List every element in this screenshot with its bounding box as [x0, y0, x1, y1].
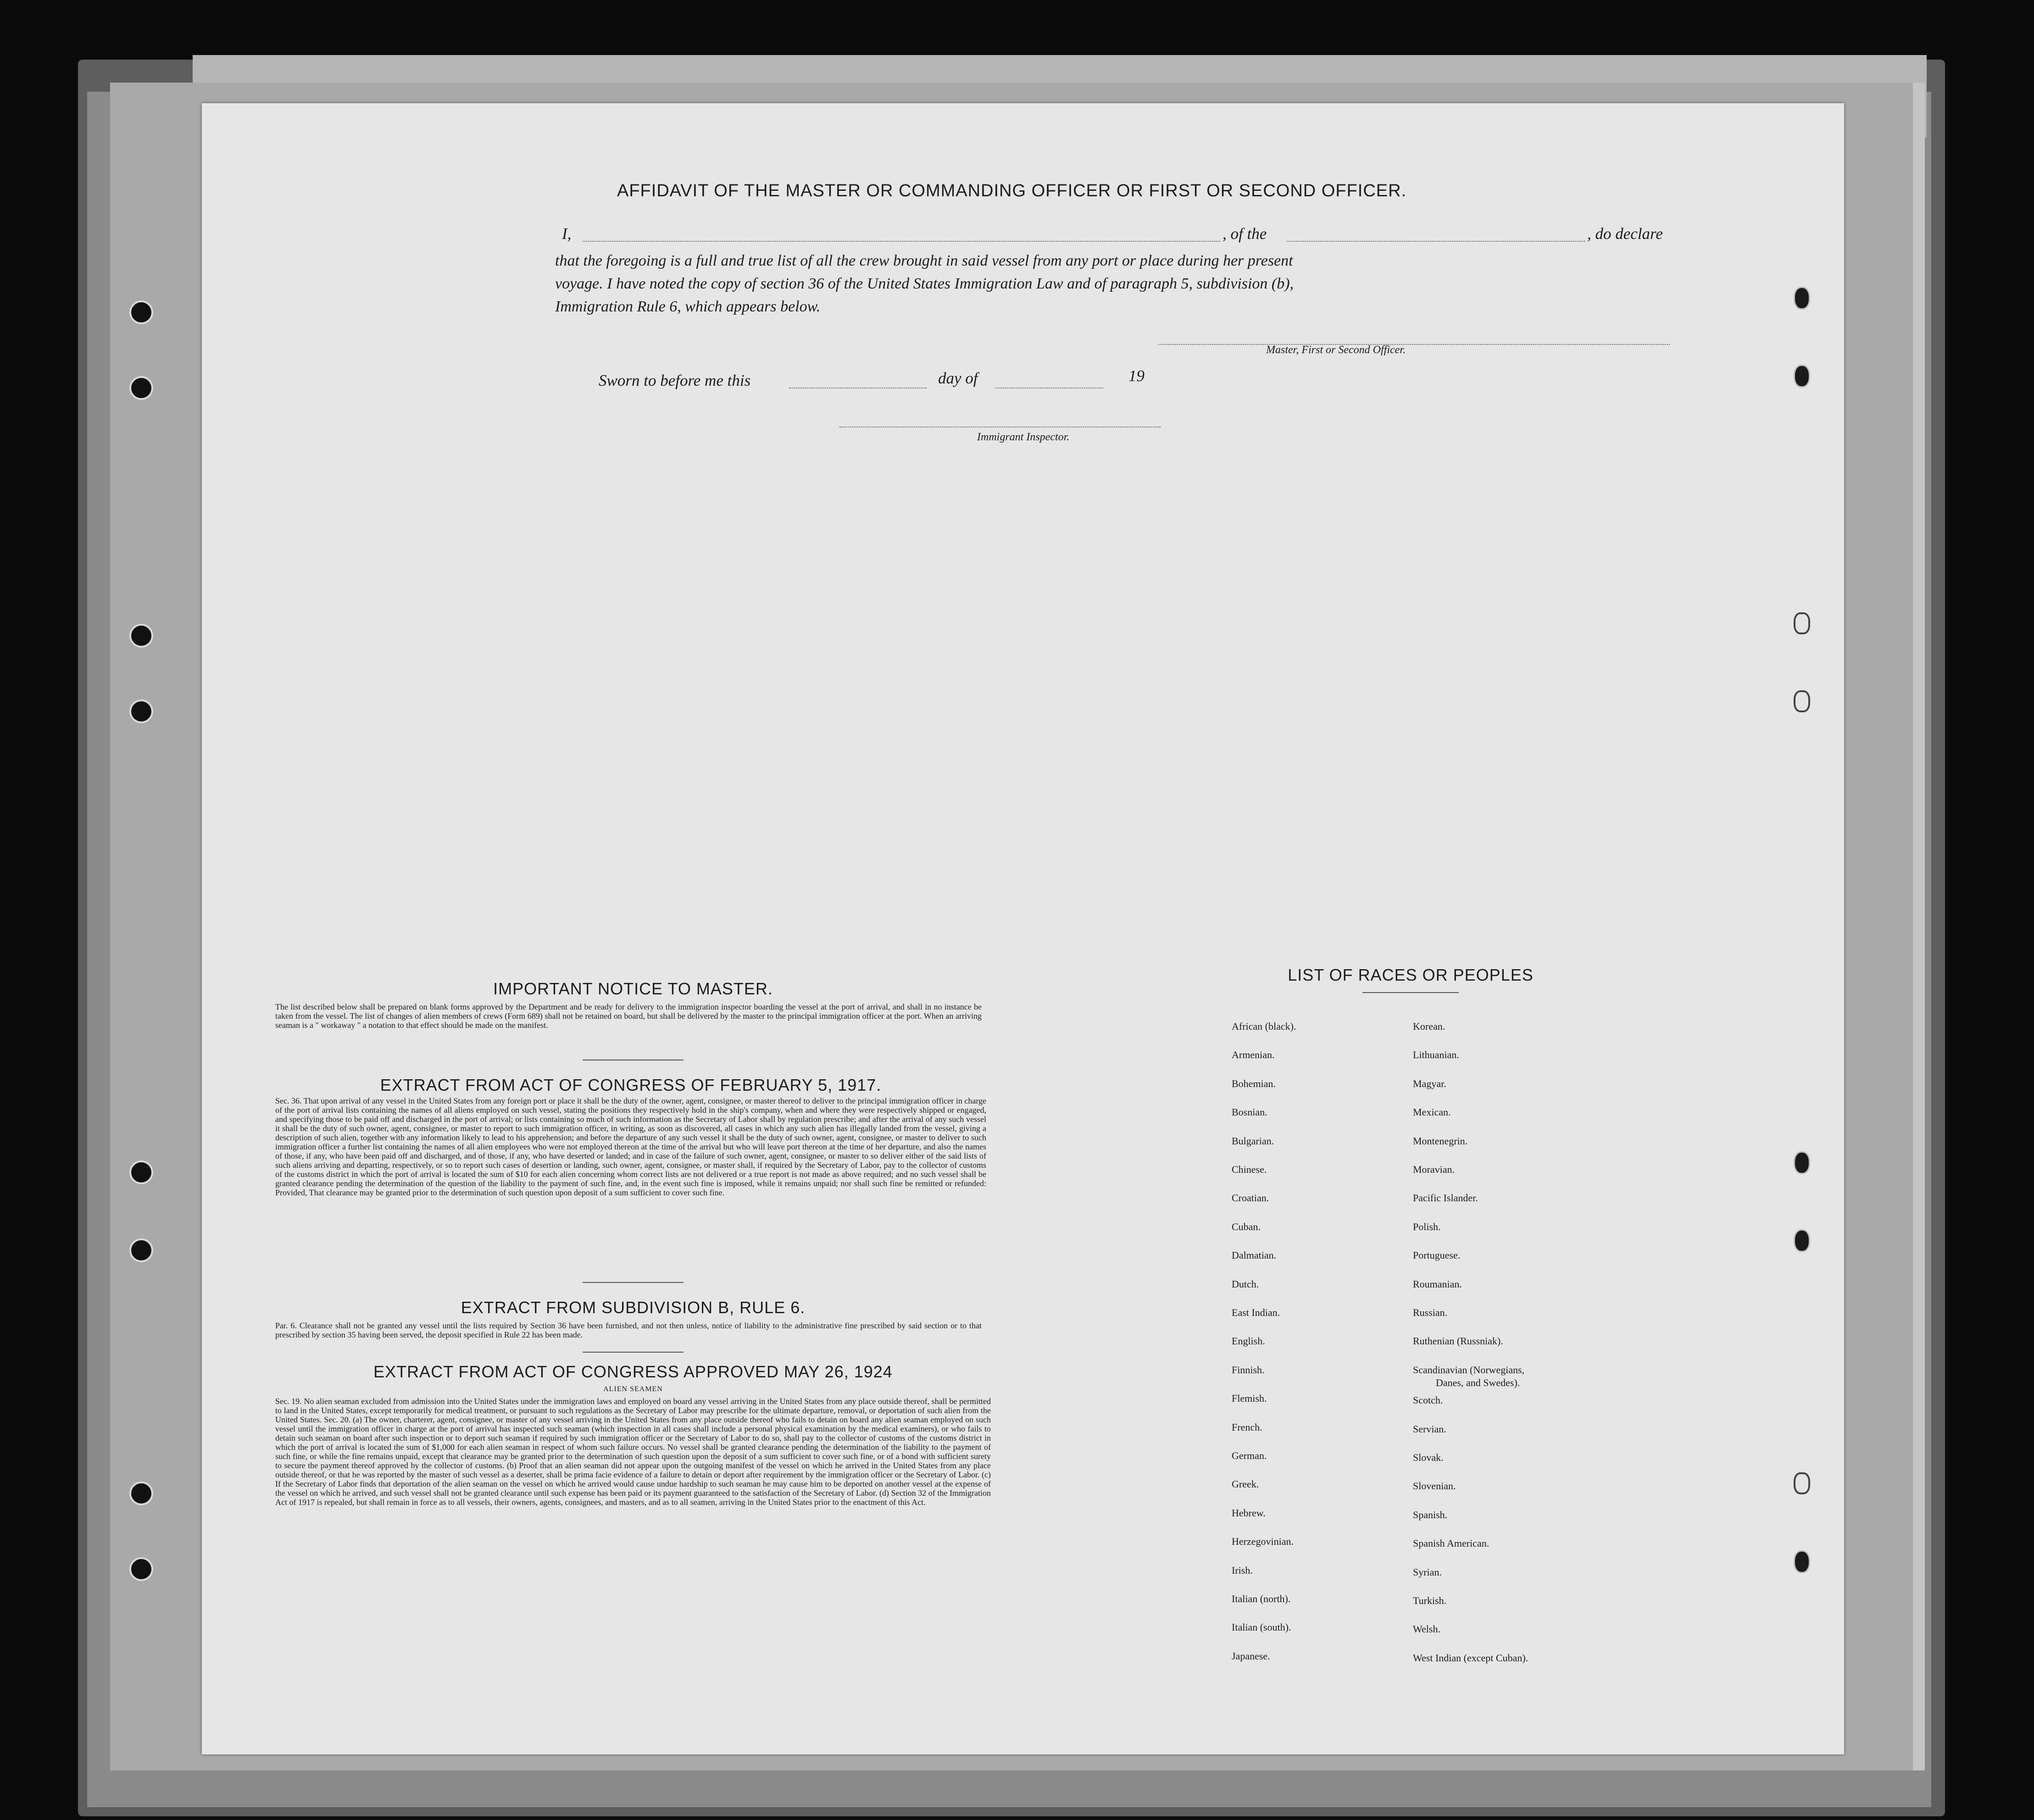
binder-hole-icon [129, 1557, 153, 1581]
paper-hole-icon [1794, 690, 1810, 712]
race-item: Dalmatian. [1232, 1249, 1277, 1261]
binder-hole-icon [129, 300, 153, 324]
race-item: Bohemian. [1232, 1078, 1276, 1089]
race-item: German. [1232, 1450, 1267, 1461]
race-item: Syrian. [1413, 1566, 1442, 1578]
race-continuation: Danes, and Swedes). [1436, 1377, 1520, 1388]
master-signature-label: Master, First or Second Officer. [1266, 344, 1406, 356]
race-item: Bulgarian. [1232, 1135, 1274, 1147]
extract-1917-heading: EXTRACT FROM ACT OF CONGRESS OF FEBRUARY 5, 1917. [380, 1076, 882, 1094]
extract-1924-heading: EXTRACT FROM ACT OF CONGRESS APPROVED MAY 26, 1924 [373, 1362, 893, 1381]
binder-hole-icon [129, 1160, 153, 1184]
race-item: Moravian. [1413, 1164, 1455, 1175]
race-item: East Indian. [1232, 1307, 1280, 1318]
race-item: Croatian. [1232, 1192, 1269, 1204]
race-item: Cuban. [1232, 1221, 1261, 1232]
race-item: Finnish. [1232, 1364, 1265, 1376]
race-item: West Indian (except Cuban). [1413, 1652, 1528, 1664]
race-item: Korean. [1413, 1021, 1445, 1032]
races-heading-rule [1362, 992, 1459, 993]
races-heading: LIST OF RACES OR PEOPLES [1288, 965, 1534, 984]
day-of-label: day of [938, 369, 978, 387]
race-item: Servian. [1413, 1423, 1446, 1435]
race-item: Montenegrin. [1413, 1135, 1468, 1147]
race-item: Greek. [1232, 1478, 1259, 1490]
affidavit-line-1: that the foregoing is a full and true list of all the crew brought in said vessel from any port or place during her present [555, 252, 1293, 269]
race-item: Magyar. [1413, 1078, 1446, 1089]
affidavit-heading: AFFIDAVIT OF THE MASTER OR COMMANDING OFFICER OR FIRST OR SECOND OFFICER. [617, 181, 1407, 200]
notice-heading: IMPORTANT NOTICE TO MASTER. [493, 979, 773, 998]
affidavit-line-2: voyage. I have noted the copy of section 36 of the United States Immigration Law and of paragraph 5, subdivision (b), [555, 275, 1294, 292]
race-item: Pacific Islander. [1413, 1192, 1478, 1204]
binder-hole-icon [129, 1238, 153, 1262]
race-item: Hebrew. [1232, 1507, 1266, 1519]
extract-rule6-text: Par. 6. Clearance shall not be granted any vessel until the lists required by Section 36 have been furnished, and not then unless, notice of liability to the administrative fine prescribed by said section or to that prescribed by section 35 having been served, the deposit specified in Rule 22 has been made. [275, 1321, 982, 1339]
race-item: Slovak. [1413, 1452, 1444, 1463]
race-item: Mexican. [1413, 1106, 1451, 1118]
race-item: Chinese. [1232, 1164, 1267, 1175]
race-item: Slovenian. [1413, 1480, 1456, 1492]
paper-hole-icon [1794, 1550, 1810, 1573]
race-item: Italian (north). [1232, 1593, 1291, 1604]
race-item: Roumanian. [1413, 1278, 1462, 1290]
race-item: Russian. [1413, 1307, 1448, 1318]
paper-hole-icon [1794, 1229, 1810, 1252]
affidavit-sheet [202, 103, 1844, 1754]
race-item: Spanish American. [1413, 1537, 1489, 1549]
section-divider [583, 1282, 684, 1283]
race-item: Scotch. [1413, 1394, 1443, 1406]
binder-hole-icon [129, 1482, 153, 1505]
race-item: Lithuanian. [1413, 1049, 1459, 1060]
race-item: English. [1232, 1335, 1265, 1347]
race-item: Welsh. [1413, 1623, 1440, 1635]
binder-hole-icon [129, 624, 153, 648]
name-field-line [583, 241, 1220, 242]
race-item: African (black). [1232, 1021, 1296, 1032]
extract-rule6-heading: EXTRACT FROM SUBDIVISION B, RULE 6. [461, 1298, 806, 1317]
binder-hole-icon [129, 376, 153, 400]
vessel-field-line [1287, 241, 1585, 242]
race-item: Flemish. [1232, 1393, 1267, 1404]
race-item: Turkish. [1413, 1595, 1447, 1606]
race-item: Italian (south). [1232, 1621, 1291, 1633]
race-item: Portuguese. [1413, 1249, 1461, 1261]
race-item: Herzegovinian. [1232, 1536, 1294, 1547]
race-item: Scandinavian (Norwegians, [1413, 1364, 1525, 1376]
master-signature-line [1158, 344, 1670, 345]
paper-hole-icon [1794, 1472, 1810, 1494]
affidavit-line-3: Immigration Rule 6, which appears below. [555, 298, 821, 315]
race-item: Polish. [1413, 1221, 1441, 1232]
inspector-label: Immigrant Inspector. [977, 431, 1070, 443]
section-divider [583, 1352, 684, 1353]
affidavit-do-declare: , do declare [1587, 225, 1663, 243]
race-item: Dutch. [1232, 1278, 1259, 1290]
race-item: Irish. [1232, 1565, 1253, 1576]
affidavit-i-label: I, [562, 225, 572, 243]
race-item: Ruthenian (Russniak). [1413, 1335, 1503, 1347]
paper-hole-icon [1794, 612, 1810, 634]
year-label: 19 [1128, 367, 1145, 385]
paper-hole-icon [1794, 1151, 1810, 1174]
sworn-label: Sworn to before me this [599, 372, 751, 389]
race-item: French. [1232, 1421, 1262, 1433]
extract-1924-text: Sec. 19. No alien seaman excluded from admission into the United States under the immigration laws and employed on board any vessel arriving in the United States from any place outside thereof, shall be permitted to land in the United States, except temporarily for medical treatment, or pursuant to such regulations as the Secretary of Labor may prescribe for the ultimate departure, removal, or deportation of such alien from the United States. Sec. 20. (a) The owner, charterer, agent, consignee, or master of any vessel arriving in the United States from any place outside thereof who fails to detain on board any alien seaman employed on such vessel until the immigration officer in charge at the port of arrival has inspected such seaman (which inspection in all cases shall include a personal physical examination by the medical examiners), or who fails to detain such seaman on board after such inspection or to deport such seaman if required by such immigration officer or the Secretary of Labor to do so, shall pay to the collector of customs of the customs district in which the port of arrival is located the sum of $1,000 for each alien seaman in respect of whom such failure occurs. No vessel shall be granted clearance pending the determination of the liability to the payment of such fine, or while the fine remains unpaid, except that clearance may be granted prior to the determination of such question upon the deposit of a sum sufficient to cover such fine, or of a bond with sufficient surety to secure the payment thereof approved by the collector of customs. (b) Proof that an alien seaman did not appear upon the outgoing manifest of the vessel on which he arrived in the United States from any place outside thereof, or that he was reported by the master of such vessel as a deserter, shall be prima facie evidence of a failure to detain or deport after requirement by the immigration officer or the Secretary of Labor. (c) If the Secretary of Labor finds that deportation of the alien seaman on the vessel on which he arrived would cause undue hardship to such seaman he may cause him to be deported on another vessel at the expense of the vessel on which he arrived, and such vessel shall not be granted clearance until such expense has been paid or its payment guaranteed to the satisfaction of the Secretary of Labor. (d) Section 32 of the Immigration Act of 1917 is repealed, but shall remain in force as to all vessels, their owners, agents, consignees, and masters, and as to all seamen, arriving in the United States prior to the enactment of this Act. [275, 1397, 991, 1507]
race-item: Spanish. [1413, 1509, 1448, 1520]
race-item: Bosnian. [1232, 1106, 1267, 1118]
notice-text: The list described below shall be prepared on blank forms approved by the Department and be ready for delivery to the immigration inspector boarding the vessel at the port of arrival, and shall in no instance be taken from the vessel. The list of changes of alien members of crews (Form 689) shall not be retained on board, but shall be delivered by the master to the principal immigration officer at the port. When an arriving seaman is a " workaway " a notation to that effect should be made on the manifest. [275, 1002, 982, 1030]
race-item: Armenian. [1232, 1049, 1275, 1060]
extract-1924-subheading: ALIEN SEAMEN [603, 1385, 663, 1393]
affidavit-of-the: , of the [1223, 225, 1267, 243]
binder-hole-icon [129, 699, 153, 723]
race-item: Japanese. [1232, 1650, 1270, 1662]
extract-1917-text: Sec. 36. That upon arrival of any vessel in the United States from any foreign port or place it shall be the duty of the owner, agent, consignee, or master thereof to deliver to the principal immigration officer in charge of the port of arrival lists containing the names of all aliens employed on such vessel, stating the positions they respectively hold in the ship's company, when and where they were respectively shipped or engaged, and specifying those to be paid off and discharged in the port of arrival; or lists containing so much of such information as the Secretary of Labor shall by regulation prescribe; and after the arrival of any such vessel it shall be the duty of such owner, agent, consignee, or master to report to such immigration officer, in writing, as soon as discovered, all cases in which any such alien has illegally landed from the vessel, giving a description of such alien, together with any information likely to lead to his apprehension; and before the departure of any such vessel it shall be the duty of such owner, agent, consignee, or master to deliver to such immigration officer a further list containing the names of all alien employees who were not employed thereon at the time of the arrival but who will leave port thereon at the time of her departure, and also the names of those, if any, who have been paid off and discharged, and of those, if any, who have deserted or landed; and in case of the failure of such owner, agent, consignee, or master to so deliver either of the said lists of such aliens arriving and departing, respectively, or so to report such cases of desertion or landing, such owner, agent, consignee, or master shall, if required by the Secretary of Labor, pay to the collector of customs of the customs district in which the port of arrival is located the sum of $10 for each alien concerning whom correct lists are not delivered or a true report is not made as above required; and no such vessel shall be granted clearance pending the determination of the question of the liability to the payment of such fine, and, in the event such fine is imposed, while it remains unpaid; nor shall such fine be remitted or refunded: Provided, That clearance may be granted prior to the determination of such question upon deposit of a sum sufficient to cover such fine. [275, 1096, 986, 1197]
paper-hole-icon [1794, 365, 1810, 388]
paper-hole-icon [1794, 287, 1810, 310]
